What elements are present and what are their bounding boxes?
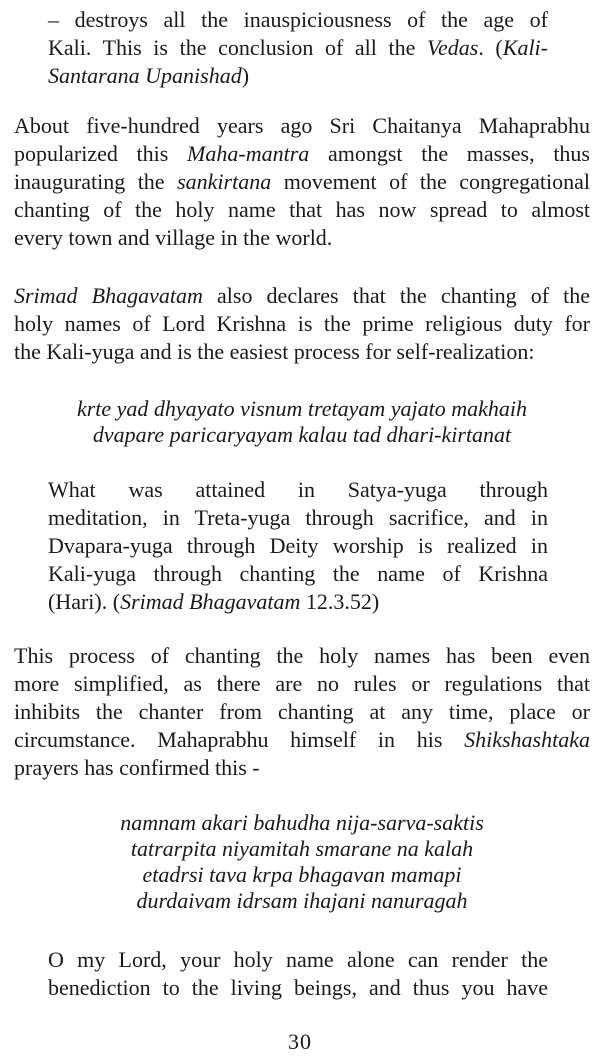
p3-line-5: prayers has confirmed this -	[14, 755, 260, 780]
p1-text: movement of the congregational	[271, 169, 590, 194]
vedas-title: Vedas	[427, 35, 479, 60]
paragraph-simplified	[14, 642, 590, 782]
bhagavatam-title: Srimad Bhagavatam	[14, 283, 203, 308]
verse1-translation	[48, 476, 548, 616]
source-title: Santarana Upanishad	[48, 63, 242, 88]
sanskrit-verse-1	[14, 396, 590, 448]
verse2-line-4: durdaivam idrsam ihajani nanuragah	[136, 888, 468, 913]
intro-text: )	[241, 63, 250, 88]
intro-quote-continuation	[48, 6, 548, 90]
p1-line-4: chanting of the holy name that has now spread to almost	[14, 197, 590, 222]
shikshashtaka-title: Shikshashtaka	[464, 727, 590, 752]
p2-line-3: the Kali-yuga and is the easiest process for self-realization:	[14, 339, 535, 364]
translation2-line-2: benediction to the living beings, and thus you have	[48, 975, 548, 1000]
translation1-line-1: What was attained in Satya-yuga through	[48, 477, 548, 502]
verse2-line-2: tatrarpita niyamitah smarane na kalah	[130, 836, 474, 861]
maha-mantra-term: Maha-mantra	[187, 141, 310, 166]
sanskrit-verse-2	[14, 810, 590, 914]
intro-text: Kali. This is the conclusion of all the	[48, 35, 427, 60]
p1-line-1: About five-hundred years ago Sri Chaitanya Mahaprabhu	[14, 113, 590, 138]
p2-line-1	[14, 282, 590, 310]
intro-line-2	[48, 34, 548, 62]
p2-line-2: holy names of Lord Krishna is the prime religious duty for	[14, 311, 590, 336]
intro-line-1: – destroys all the inauspiciousness of the age of	[48, 7, 548, 32]
p3-line-2: more simplified, as there are no rules or regulations that	[14, 671, 590, 696]
page-number: 30	[288, 1029, 312, 1054]
p1-text: popularized this	[14, 141, 188, 166]
translation2-line-1: O my Lord, your holy name alone can render the	[48, 947, 548, 972]
verse1-line-2: dvapare paricaryayam kalau tad dhari-kirtanat	[92, 422, 512, 447]
verse2-line-3: etadrsi tava krpa bhagavan mamapi	[142, 862, 462, 887]
paragraph-bhagavatam	[14, 282, 590, 366]
translation1-text: 12.3.52)	[300, 589, 380, 614]
translation1-line-4: Kali-yuga through chanting the name of Krishna	[48, 561, 548, 586]
translation1-line-5	[48, 588, 548, 616]
p2-text: also declares that the chanting of the	[202, 283, 591, 308]
p3-line-4	[14, 726, 590, 754]
translation1-text: (Hari). (	[48, 589, 121, 614]
p3-text: circumstance. Mahaprabhu himself in his	[14, 727, 465, 752]
sankirtana-term: sankirtana	[177, 169, 272, 194]
paragraph-chaitanya	[14, 112, 590, 252]
verse2-line-1: namnam akari bahudha nija-sarva-saktis	[120, 810, 484, 835]
verse2-translation	[48, 946, 548, 1002]
intro-line-3	[48, 62, 548, 90]
source-title: Kali-	[502, 35, 548, 60]
bhagavatam-title: Srimad Bhagavatam	[120, 589, 301, 614]
p1-line-5: every town and village in the world.	[14, 225, 333, 250]
p1-line-2	[14, 140, 590, 168]
p3-line-3: inhibits the chanter from chanting at any time, place or	[14, 699, 590, 724]
p3-line-1: This process of chanting the holy names has been even	[14, 643, 590, 668]
p1-line-3	[14, 168, 590, 196]
intro-text: . (	[478, 35, 503, 60]
translation1-line-2: meditation, in Treta-yuga through sacrifice, and in	[48, 505, 548, 530]
p1-text: amongst the masses, thus	[309, 141, 590, 166]
translation1-line-3: Dvapara-yuga through Deity worship is realized in	[48, 533, 548, 558]
p1-text: inaugurating the	[14, 169, 178, 194]
verse1-line-1: krte yad dhyayato visnum tretayam yajato makhaih	[76, 396, 528, 421]
